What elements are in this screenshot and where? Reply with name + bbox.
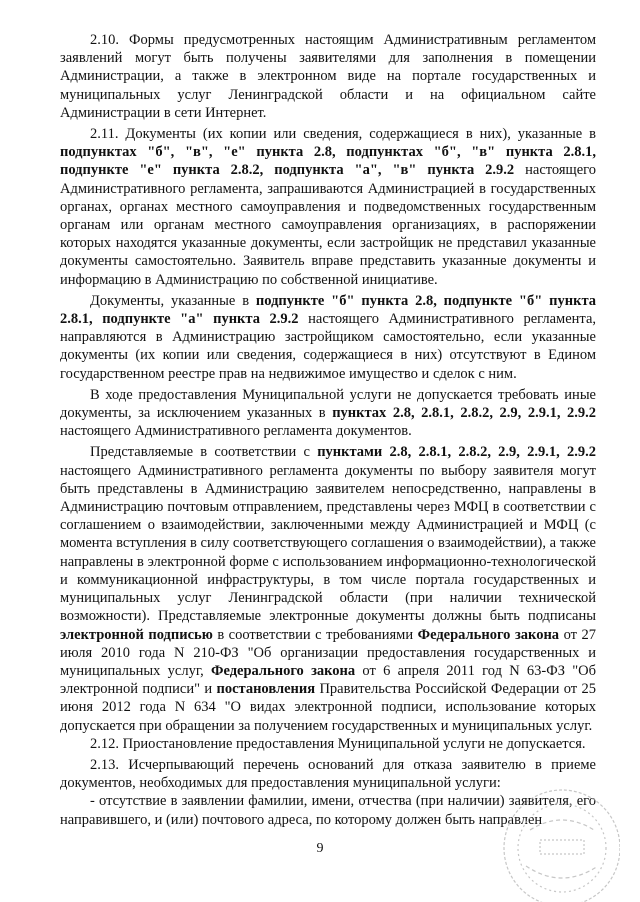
paragraph-refusal-item: - отсутствие в заявлении фамилии, имени, отчества (при наличии) заявителя, его направившего, и (или) почтового адреса, по которому должен быть направлен (60, 793, 596, 828)
paragraph-2-10: 2.10. Формы предусмотренных настоящим Административным регламентом заявлений могут быть получены заявителями для заполнения в помещении Администрации, а также в электронном виде на портале государственных и муниципальных услуг Ленинградской области и на официальном сайте Администрации в сети Интернет. (60, 32, 596, 121)
document-body (60, 31, 596, 829)
bold-reference: Федерального закона (211, 662, 356, 679)
bold-reference: подпункте "б" пункта 2.8, подпункте "б" пункта 2.8.1, подпункте "а" пункта 2.9.2 (60, 292, 596, 328)
bold-reference: Федерального закона (417, 626, 560, 643)
paragraph-documents-sent: Документы, указанные в подпункте "б" пункта 2.8, подпункте "б" пункта 2.8.1, подпункте "а" пункта 2.9.2 настоящего Административного регламента, направляются в Администрацию застройщиком самостоятельно, если указанные документы (их копии или сведения, содержащиеся в них) отсутствуют в Едином государственном реестре прав на недвижимое имущество и сделок с ним. (60, 292, 596, 382)
paragraph-2-12: 2.12. Приостановление предоставления Муниципальной услуги не допускается. (90, 735, 586, 752)
paragraph-2-13: 2.13. Исчерпывающий перечень оснований для отказа заявителю в приеме документов, необходимых для предоставления муниципальной услуги: (60, 756, 596, 792)
paragraph-2-11: 2.11. Документы (их копии или сведения, содержащиеся в них), указанные в подпунктах "б", "в", "е" пункта 2.8, подпунктах "б", "в" пункта 2.8.1, подпункте "е" пункта 2.8.2, подпункта "а", "в" пункта 2.9.2 настоящего Административного регламента, запрашиваются Администрацией в государственных органах, органах местного самоуправления и подведомственных государственным органам или органам местного самоуправления организациях, в распоряжении которых находятся указанные документы, если застройщик не представил указанные документы самостоятельно. Заявитель вправе представить указанные документы и информацию в Администрацию по собственной инициативе. (60, 126, 596, 288)
bold-reference: подпунктах "б", "в", "е" пункта 2.8, подпунктах "б", "в" пункта 2.8.1, подпункте "е" пункта 2.8.2, подпункта "а", "в" пункта 2.9.2 (60, 144, 596, 179)
bold-reference: пунктами 2.8, 2.8.1, 2.8.2, 2.9, 2.9.1, 2.9.2 (317, 444, 596, 461)
paragraph-submission-methods: Представляемые в соответствии с пунктами 2.8, 2.8.1, 2.8.2, 2.9, 2.9.1, 2.9.2 настоящего Административного регламента документы по выбору заявителя могут быть представлены в Администрацию заявителем непосредственно, направлены в Администрацию почтовым отправлением, представлены через МФЦ в соответствии с соглашением о взаимодействии, заключенными между Администрацией и МФЦ (с момента вступления в силу соответствующего соглашения о взаимодействии), а также направлены в электронной форме с использованием информационно-технологической и коммуникационной инфраструктуры, в том числе портала государственных и муниципальных услуг Ленинградской области (при наличии технической возможности). Представляемые электронные документы должны быть подписаны электронной подписью в соответствии с требованиями Федерального закона от 27 июля 2010 года N 210-ФЗ "Об организации предоставления государственных и муниципальных услуг, Федерального закона от 6 апреля 2011 год N 63-ФЗ "Об электронной подписи" и постановления Правительства Российской Федерации от 25 июня 2012 года N 634 "О видах электронной подписи, использование которых допускается при обращении за получением государственных и муниципальных услуг. (60, 444, 597, 734)
bold-reference: пунктах 2.8, 2.8.1, 2.8.2, 2.9, 2.9.1, 2.9.2 (332, 405, 596, 422)
page-number: 9 (316, 841, 324, 856)
bold-reference: электронной подписью (60, 626, 213, 643)
bold-reference: постановления (216, 681, 316, 698)
paragraph-no-other-documents: В ходе предоставления Муниципальной услуги не допускается требовать иные документы, за исключением указанных в пунктах 2.8, 2.8.1, 2.8.2, 2.9, 2.9.1, 2.9.2 настоящего Административного регламента документов. (60, 386, 596, 440)
